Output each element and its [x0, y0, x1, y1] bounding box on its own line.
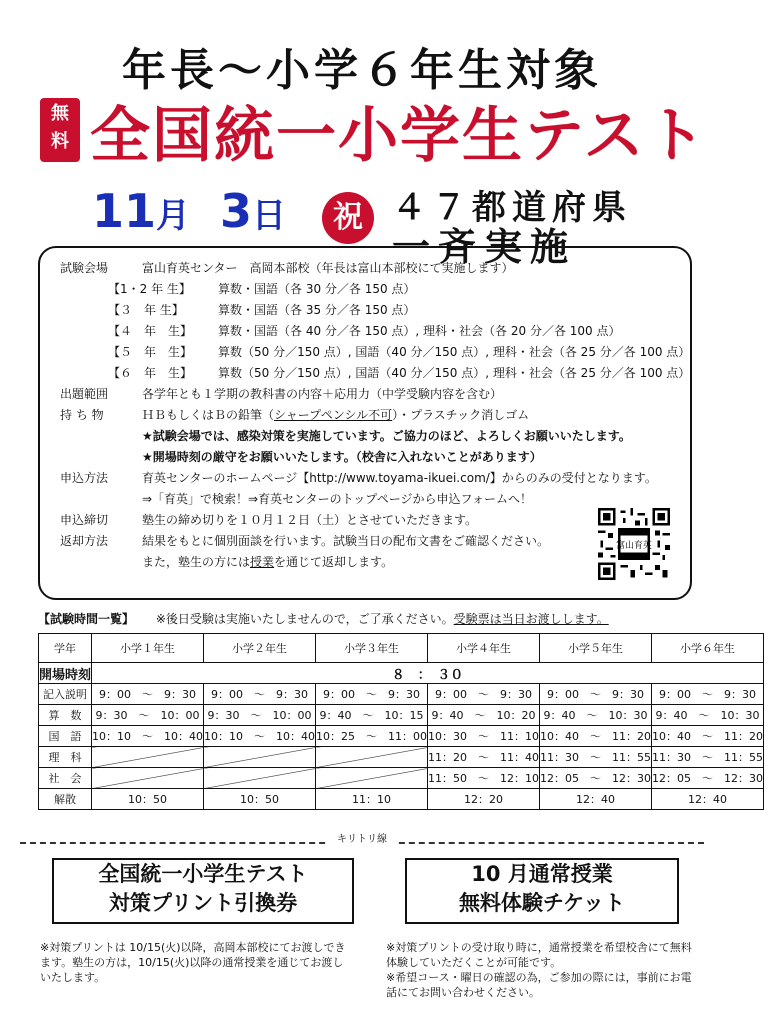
table-cell: 10：10 ～ 10：40	[92, 726, 204, 747]
free-badge-char: 無	[51, 103, 69, 124]
coupon-title: 10 月通常授業	[471, 862, 613, 886]
date-day-unit: 日	[252, 196, 287, 236]
holiday-badge: 祝	[322, 192, 374, 244]
table-cell	[92, 747, 204, 768]
table-cell: 9：00 ～ 9：30	[428, 684, 540, 705]
table-row	[39, 726, 764, 747]
test-date	[92, 184, 286, 238]
table-cell: 12：40	[540, 789, 652, 810]
table-cell: 9：30 ～ 10：00	[204, 705, 316, 726]
table-cell: 10：25 ～ 11：00	[316, 726, 428, 747]
table-cell: 12：05 ～ 12：30	[652, 768, 764, 789]
row-label: 国 語	[39, 726, 92, 747]
table-cell: 9：40 ～ 10：30	[540, 705, 652, 726]
table-cell: 10：30 ～ 11：10	[428, 726, 540, 747]
cut-line-label	[0, 830, 724, 845]
schedule-note: ※後日受験は実施いたしませんので，ご了承ください。	[155, 612, 454, 626]
prefecture-line-1: ４７都道府県	[392, 188, 632, 228]
table-row	[39, 663, 764, 684]
row-label: 開場時刻	[39, 663, 92, 684]
schedule-note-underlined: 受験票は当日お渡しします。	[453, 612, 609, 626]
apply-search-hint: ⇒「育英」で検索！⇒育英センターのトップページから申込フォームへ！	[142, 492, 532, 506]
items-underlined: シャープペンシル不可	[274, 408, 393, 422]
target-audience: 年長～小学６年生対象	[122, 45, 602, 96]
row-label: 理 科	[39, 747, 92, 768]
coupon-note-line: ※対策プリントの受け取り時に，通常授業を希望校舎にて無料体験していただくことが可能です。	[386, 941, 692, 969]
table-cell: 9：30 ～ 10：00	[92, 705, 204, 726]
table-cell: 9：00 ～ 9：30	[204, 684, 316, 705]
return-value-2	[142, 552, 393, 573]
table-cell	[316, 747, 428, 768]
grade-subjects: 算数（50 分／150 点）, 国語（40 分／150 点）, 理科・社会（各 25 分／各 100 点）	[218, 366, 691, 380]
coupon-subtitle: 対策プリント引換券	[108, 891, 298, 915]
table-row	[39, 684, 764, 705]
return-underlined: 授業	[250, 555, 275, 569]
grade-subjects: 算数（50 分／150 点）, 国語（40 分／150 点）, 理科・社会（各 25 分／各 100 点）	[218, 345, 691, 359]
row-label: 算 数	[39, 705, 92, 726]
table-cell	[204, 747, 316, 768]
table-cell: 11：30 ～ 11：55	[540, 747, 652, 768]
grade-header: 小学５年生	[540, 634, 652, 663]
scope-value: 各学年とも１学期の教科書の内容＋応用力（中学受験内容を含む）	[142, 387, 503, 401]
grade-header: 小学４年生	[428, 634, 540, 663]
table-cell: 11：10	[316, 789, 428, 810]
table-cell	[204, 768, 316, 789]
cut-line-text: キリトリ線	[327, 834, 397, 845]
col-header: 学年	[39, 634, 92, 663]
table-cell: 10：10 ～ 10：40	[204, 726, 316, 747]
deadline-label: 申込締切	[60, 513, 109, 527]
table-cell: 9：00 ～ 9：30	[652, 684, 764, 705]
grade-label: 【３ 年 生】	[108, 303, 184, 317]
grade-subjects: 算数・国語（各 40 分／各 150 点）, 理科・社会（各 20 分／各 100 点）	[218, 324, 621, 338]
apply-value[interactable]: 育英センターのホームページ【http://www.toyama-ikuei.com/】からのみの受付となります。	[142, 471, 657, 485]
free-badge-char: 料	[51, 131, 69, 152]
table-cell: 12：05 ～ 12：30	[540, 768, 652, 789]
table-cell: 9：40 ～ 10：30	[652, 705, 764, 726]
coupon-title: 全国統一小学生テスト	[98, 862, 308, 886]
grade-label: 【５ 年 生】	[108, 345, 193, 359]
venue-label: 試験会場	[60, 261, 109, 275]
page-title: 全国統一小学生テスト	[90, 101, 708, 171]
grade-header: 小学１年生	[92, 634, 204, 663]
table-cell: 12：40	[652, 789, 764, 810]
schedule-heading: 【試験時間一覧】	[38, 612, 135, 626]
table-row	[39, 747, 764, 768]
table-cell: 10：40 ～ 11：20	[652, 726, 764, 747]
row-label: 社 会	[39, 768, 92, 789]
coupon-print-exchange	[52, 858, 354, 924]
coupon-left-note: ※対策プリントは 10/15(火)以降，高岡本部校にてお渡しできます。塾生の方は，10/15(火)以降の通常授業を通じてお渡しいたします。	[40, 941, 346, 984]
grade-header: 小学２年生	[204, 634, 316, 663]
apply-label: 申込方法	[60, 471, 109, 485]
deadline-value: 塾生の締め切りを１０月１２日（土）とさせていただきます。	[142, 513, 478, 527]
items-text: ）・プラスチック消しゴム	[392, 408, 530, 422]
table-cell: 9：40 ～ 10：15	[316, 705, 428, 726]
prefecture-line-2: 一斉実施	[392, 225, 577, 269]
schedule-heading-row	[38, 610, 609, 627]
items-label: 持 ち 物	[60, 408, 104, 422]
table-cell: 9：00 ～ 9：30	[316, 684, 428, 705]
grade-subjects: 算数・国語（各 30 分／各 150 点）	[218, 282, 416, 296]
return-text: また，塾生の方には	[142, 555, 251, 569]
items-text: ＨＢもしくはＢの鉛筆（	[142, 408, 275, 422]
qr-code-icon[interactable]	[598, 508, 670, 580]
table-cell: 10：50	[92, 789, 204, 810]
qr-caption: 富山育英	[616, 541, 652, 552]
table-row	[39, 705, 764, 726]
coupon-note-line: ※希望コース・曜日の確認の為，ご参加の際には，事前にお電話にてお問い合わせください。	[386, 971, 692, 999]
return-label: 返却方法	[60, 534, 109, 548]
schedule-table	[38, 633, 764, 810]
coupon-trial-ticket	[405, 858, 679, 924]
venue-value: 富山育英センター 高岡本部校（年長は富山本部校にて実施します）	[142, 261, 514, 275]
grade-header: 小学６年生	[652, 634, 764, 663]
scope-label: 出題範囲	[60, 387, 109, 401]
date-month: 11	[92, 184, 157, 238]
table-cell: 10：40 ～ 11：20	[540, 726, 652, 747]
grade-label: 【６ 年 生】	[108, 366, 193, 380]
date-day: 3	[220, 184, 253, 238]
row-label: 記入説明	[39, 684, 92, 705]
table-cell: 11：20 ～ 11：40	[428, 747, 540, 768]
table-cell: 9：00 ～ 9：30	[540, 684, 652, 705]
row-label: 解散	[39, 789, 92, 810]
grade-header: 小学３年生	[316, 634, 428, 663]
open-time: ８ ： ３０	[92, 663, 764, 684]
grade-label: 【1・2 年 生】	[108, 282, 191, 296]
date-month-unit: 月	[156, 196, 191, 236]
table-cell: 11：50 ～ 12：10	[428, 768, 540, 789]
coupon-right-note	[386, 940, 696, 1000]
table-cell	[316, 768, 428, 789]
table-cell: 9：00 ～ 9：30	[92, 684, 204, 705]
table-cell	[92, 768, 204, 789]
table-cell: 12：20	[428, 789, 540, 810]
table-cell: 11：30 ～ 11：55	[652, 747, 764, 768]
table-cell: 10：50	[204, 789, 316, 810]
grade-subjects: 算数・国語（各 35 分／各 150 点）	[218, 303, 416, 317]
coupon-subtitle: 無料体験チケット	[458, 891, 626, 915]
table-row	[39, 789, 764, 810]
table-row	[39, 768, 764, 789]
return-text: を通じて返却します。	[274, 555, 394, 569]
items-value	[142, 405, 529, 426]
notice-infection: ★試験会場では、感染対策を実施しています。ご協力のほど、よろしくお願いいたします。	[142, 429, 631, 443]
notice-opening-time: ★開場時刻の厳守をお願いいたします。（校舎に入れないことがあります）	[142, 450, 542, 464]
grade-label: 【４ 年 生】	[108, 324, 193, 338]
return-value: 結果をもとに個別面談を行います。試験当日の配布文書をご確認ください。	[142, 534, 550, 548]
table-cell: 9：40 ～ 10：20	[428, 705, 540, 726]
free-badge	[40, 98, 80, 162]
